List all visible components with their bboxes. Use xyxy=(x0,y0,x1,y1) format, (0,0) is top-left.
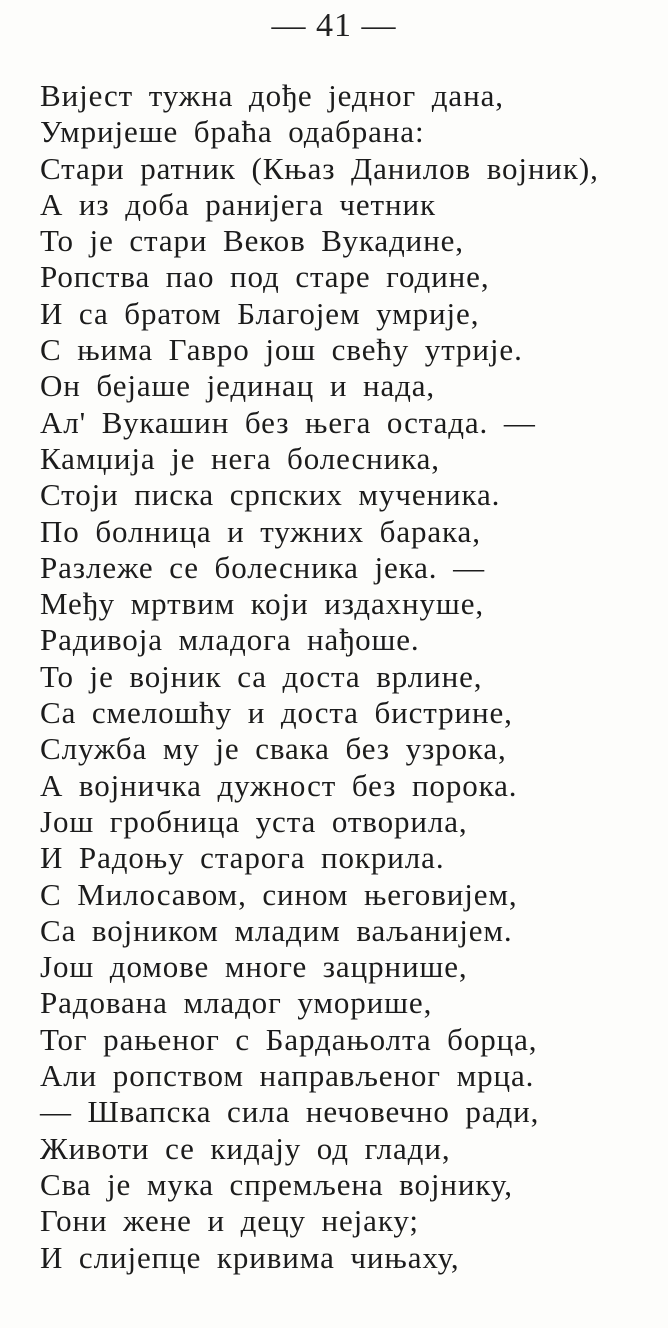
poem-line: Радована младог уморише, xyxy=(40,985,433,1021)
poem-line: А војничка дужност без порока. xyxy=(40,767,518,803)
poem-line: А из доба ранијега четник xyxy=(40,186,436,222)
poem-line: — Швапска сила нечовечно ради, xyxy=(40,1094,540,1130)
poem-line: То је војник са доста врлине, xyxy=(40,658,483,694)
poem-line: Са војником младим ваљанијем. xyxy=(40,912,513,948)
poem-line: И са братом Благојем умрије, xyxy=(40,295,480,331)
poem-line: Животи се кидају од глади, xyxy=(40,1130,451,1166)
poem-line: Служба му је свака без узрока, xyxy=(40,731,507,767)
poem-line: Са смелошћу и доста бистрине, xyxy=(40,695,513,731)
poem-line: И Радоњу старога покрила. xyxy=(40,840,445,876)
poem-line: Ропства пао под старе године, xyxy=(40,259,490,295)
poem-line: По болница и тужних барака, xyxy=(40,513,481,549)
poem-line: Он бејаше јединац и нада, xyxy=(40,368,436,404)
poem-line: Тог рањеног с Бардањолта борца, xyxy=(40,1021,538,1057)
poem-line: Разлеже се болесника јека. — xyxy=(40,549,485,585)
poem-line: Гони жене и децу нејаку; xyxy=(40,1203,419,1239)
poem-line: С Милосавом, сином његовијем, xyxy=(40,876,518,912)
page-number: — 41 — xyxy=(271,7,397,44)
poem-line: И слијепце кривима чињаху, xyxy=(40,1239,460,1275)
poem-line: Вијест тужна дође једног дана, xyxy=(40,78,504,113)
poem-line: Умријеше браћа одабрана: xyxy=(40,114,425,150)
poem-line: Још гробница уста отворила, xyxy=(40,803,468,839)
poem-line: Стари ратник (Књаз Данилов војник), xyxy=(40,150,599,186)
poem-line: Стоји писка српских мученика. xyxy=(40,477,501,513)
poem-line: Још домове многе зацрнише, xyxy=(40,949,468,985)
poem-line: Али ропством направљеног мрца. xyxy=(40,1058,535,1094)
poem-text xyxy=(40,78,660,1276)
poem-line: Радивоја младога нађоше. xyxy=(40,622,420,658)
poem-line: Сва је мука спремљена војнику, xyxy=(40,1166,513,1202)
poem-line: С њима Гавро још свећу утрије. xyxy=(40,332,523,368)
poem-line: То је стари Веков Вукадине, xyxy=(40,223,464,259)
poem-line: Камџија је нега болесника, xyxy=(40,440,440,476)
poem-line: Међу мртвим који издахнуше, xyxy=(40,586,485,622)
poem-line: Ал' Вукашин без њега остада. — xyxy=(40,404,536,440)
